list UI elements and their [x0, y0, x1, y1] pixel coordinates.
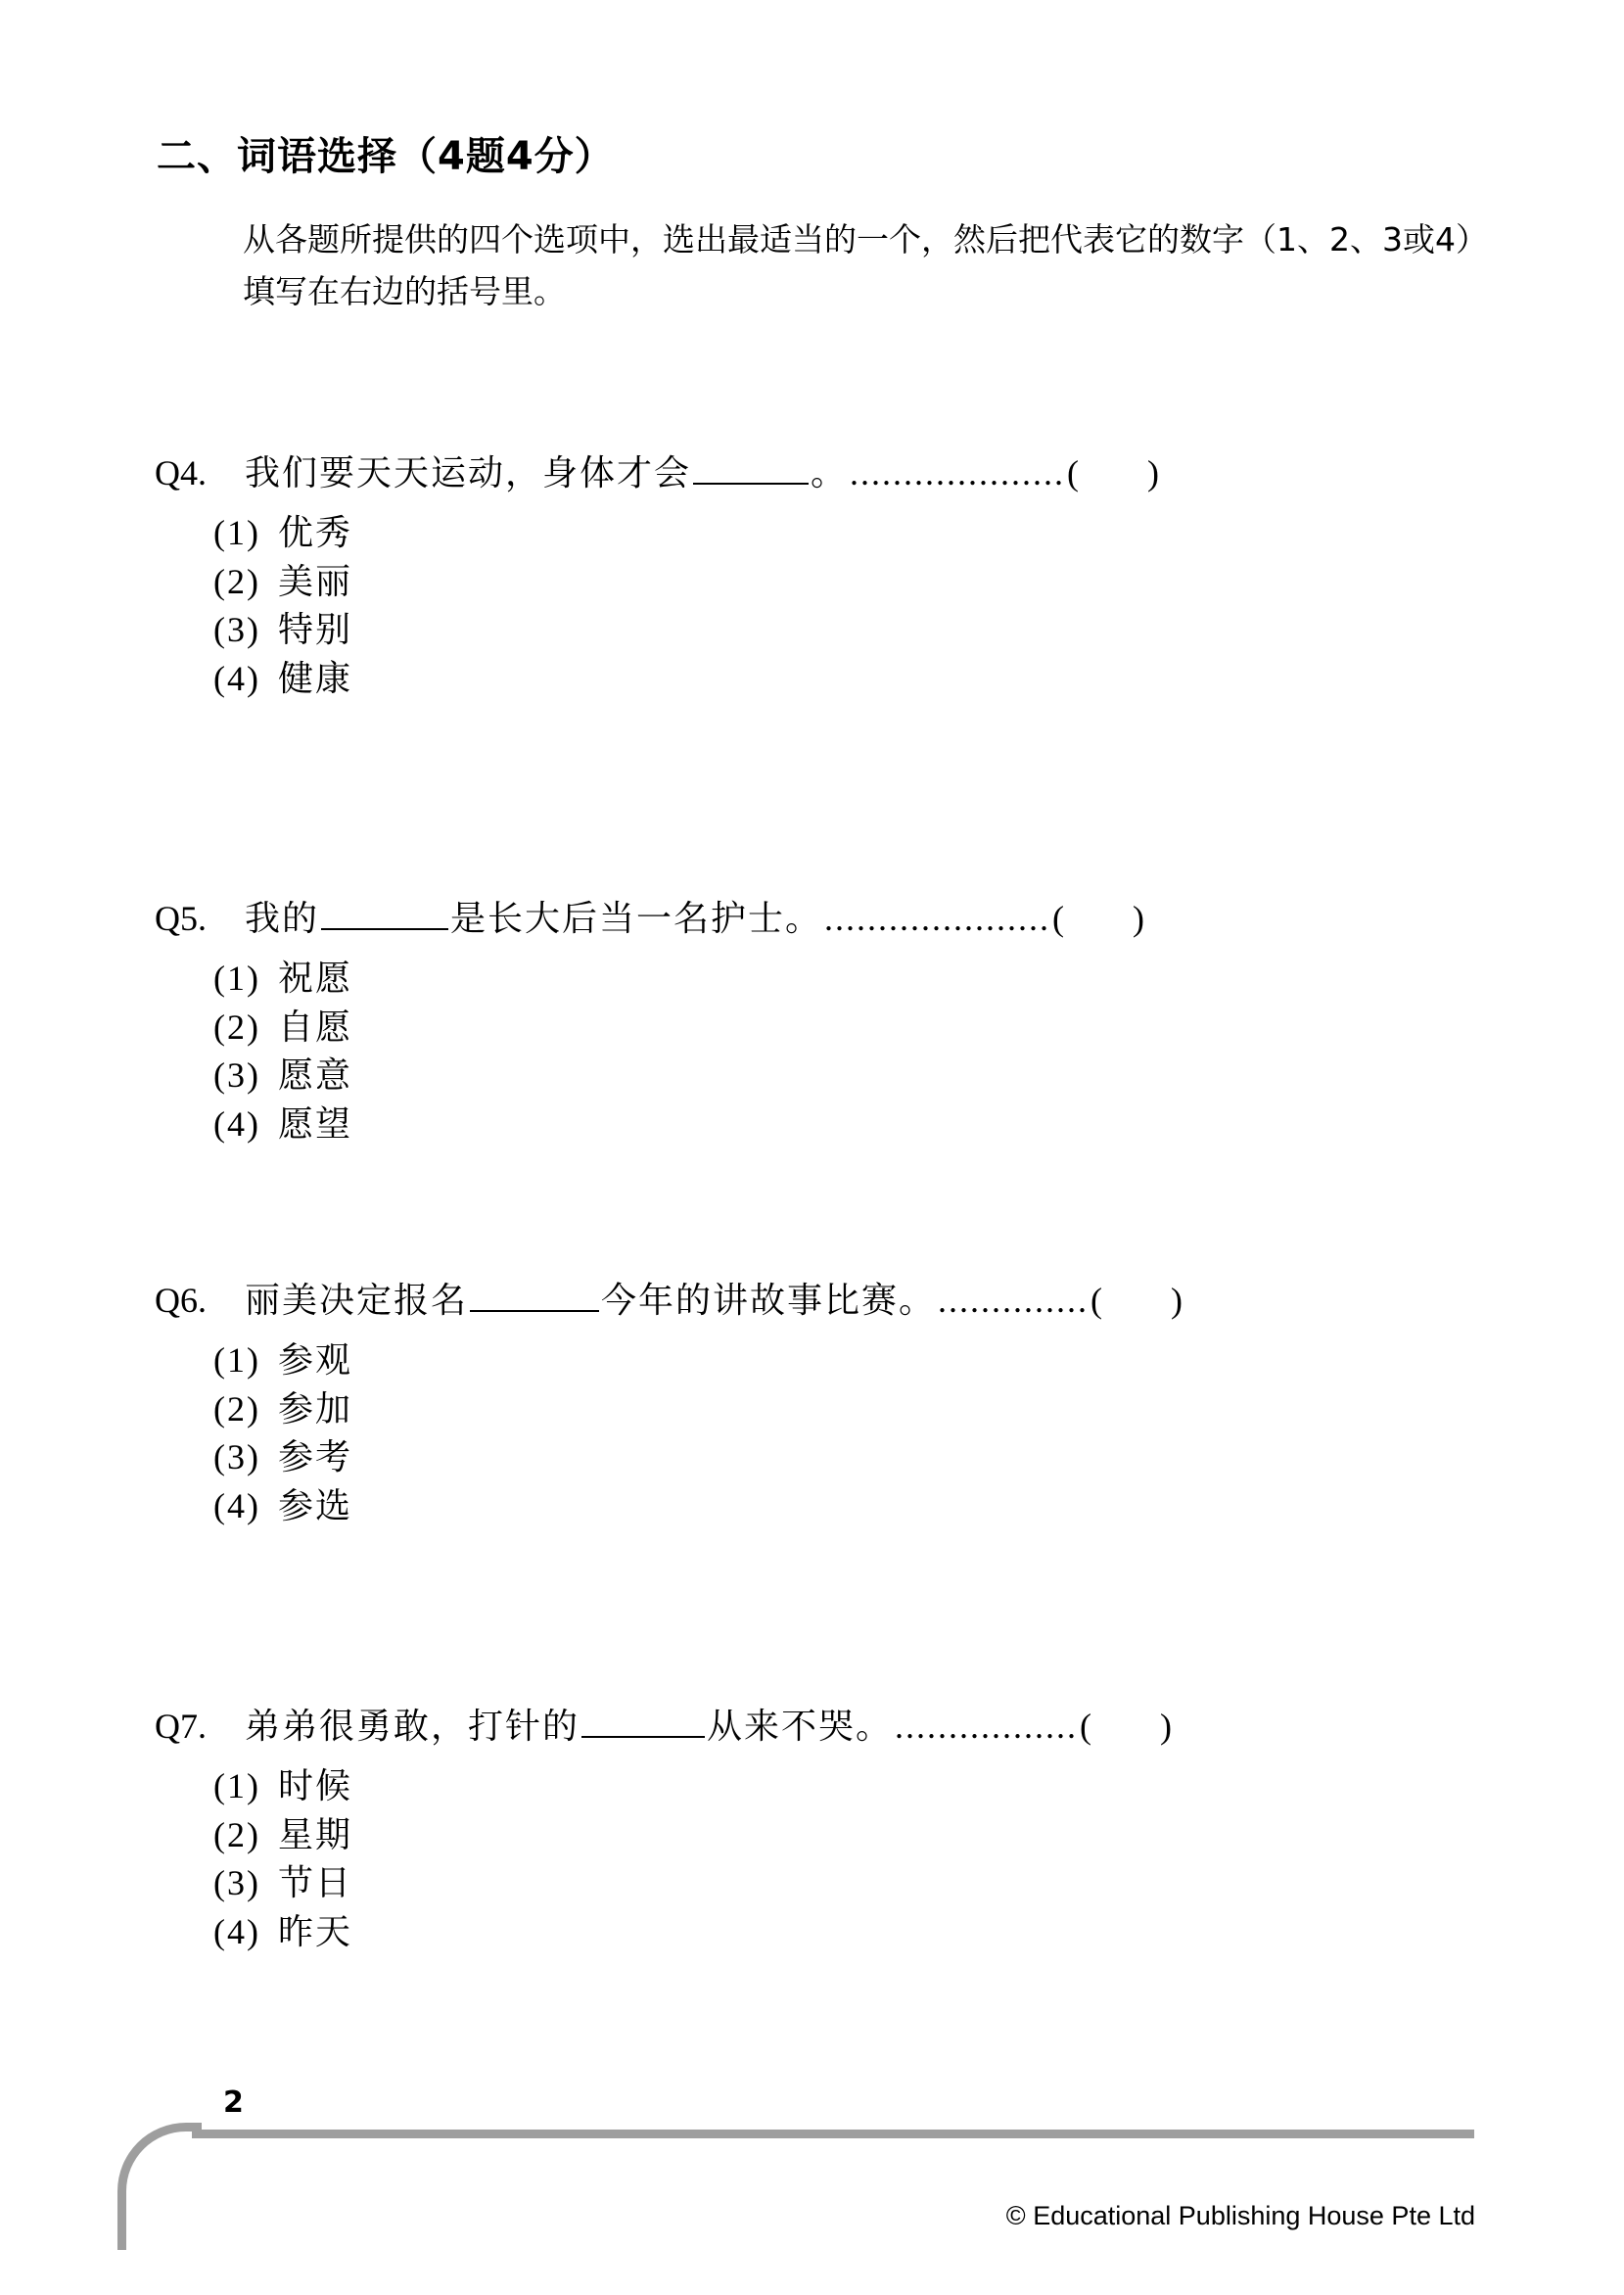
option-text: 愿意: [278, 1055, 353, 1096]
answer-blank[interactable]: [321, 899, 448, 930]
option-text: 特别: [278, 610, 353, 650]
question-block: [155, 1699, 1476, 1957]
option-text: 昨天: [278, 1912, 353, 1952]
option-item[interactable]: [213, 1052, 1476, 1101]
option-item[interactable]: [213, 1004, 1476, 1053]
footer-decoration: [117, 2123, 202, 2250]
option-number: (3): [213, 1055, 260, 1096]
option-text: 参观: [278, 1340, 353, 1380]
option-number: (3): [213, 1437, 260, 1477]
answer-blank[interactable]: [470, 1281, 599, 1312]
page-number: 2: [223, 2085, 244, 2120]
option-text: 祝愿: [278, 959, 353, 998]
option-number: (3): [213, 610, 260, 650]
option-item[interactable]: [213, 655, 1476, 704]
answer-blank[interactable]: [581, 1707, 705, 1738]
option-item[interactable]: [213, 955, 1476, 1004]
option-text: 健康: [278, 659, 353, 699]
option-number: (1): [213, 1340, 260, 1380]
option-item[interactable]: [213, 1482, 1476, 1531]
footer-rule: [192, 2130, 1474, 2138]
option-list: [213, 1336, 1476, 1531]
option-number: (3): [213, 1863, 260, 1903]
option-number: (4): [213, 1104, 260, 1145]
option-item[interactable]: [213, 1385, 1476, 1434]
option-text: 星期: [278, 1814, 353, 1854]
option-number: (1): [213, 513, 260, 552]
question-line: [155, 1699, 1476, 1749]
answer-bracket-open: (: [1090, 1281, 1103, 1320]
question-stem-before: 我们要天天运动，身体才会: [245, 453, 692, 492]
option-text: 优秀: [278, 513, 353, 552]
option-text: 时候: [278, 1766, 353, 1805]
question-stem-after: 。: [811, 453, 849, 492]
question-stem-after: 是长大后当一名护士。: [450, 899, 823, 938]
answer-blank[interactable]: [693, 453, 809, 485]
option-text: 自愿: [278, 1007, 353, 1047]
question-line: [155, 891, 1476, 941]
option-number: (2): [213, 561, 260, 601]
question-stem-before: 我的: [245, 899, 320, 938]
option-item[interactable]: [213, 1811, 1476, 1860]
option-item[interactable]: [213, 509, 1476, 558]
option-item[interactable]: [213, 1859, 1476, 1908]
leader-dots: ....................: [850, 453, 1066, 492]
option-list: [213, 955, 1476, 1149]
leader-dots: .....................: [824, 899, 1051, 938]
option-text: 美丽: [278, 561, 353, 601]
question-stem-before: 丽美决定报名: [245, 1281, 469, 1320]
question-stem-after: 今年的讲故事比赛。: [601, 1281, 937, 1320]
option-text: 参考: [278, 1437, 353, 1477]
option-item[interactable]: [213, 558, 1476, 607]
option-number: (2): [213, 1007, 260, 1047]
option-number: (1): [213, 1766, 260, 1805]
option-list: [213, 1762, 1476, 1957]
option-item[interactable]: [213, 1433, 1476, 1482]
question-stem-after: 从来不哭。: [707, 1707, 894, 1746]
option-number: (4): [213, 659, 260, 699]
option-number: (4): [213, 1912, 260, 1952]
question-line: [155, 1273, 1476, 1323]
leader-dots: ..............: [938, 1281, 1090, 1320]
question-block: [155, 445, 1476, 704]
option-item[interactable]: [213, 1336, 1476, 1385]
leader-dots: .................: [895, 1707, 1079, 1746]
answer-bracket-open: (: [1052, 899, 1065, 938]
option-text: 节日: [278, 1863, 353, 1903]
option-item[interactable]: [213, 1762, 1476, 1811]
section-instructions: 从各题所提供的四个选项中，选出最适当的一个，然后把代表它的数字（1、2、3或4）填写在右边的括号里。: [243, 220, 1488, 311]
answer-bracket-close: ): [1160, 1707, 1173, 1746]
section-heading: 二、词语选择（4题4分）: [157, 134, 615, 179]
answer-bracket-close: ): [1171, 1281, 1183, 1320]
answer-bracket-open: (: [1067, 453, 1080, 492]
option-text: 参加: [278, 1388, 353, 1429]
option-number: (2): [213, 1388, 260, 1429]
question-line: [155, 445, 1476, 495]
option-number: (1): [213, 959, 260, 998]
option-list: [213, 509, 1476, 704]
question-block: [155, 891, 1476, 1149]
option-text: 参选: [278, 1486, 353, 1526]
question-block: [155, 1273, 1476, 1531]
option-item[interactable]: [213, 606, 1476, 655]
question-label: Q7.: [155, 1707, 207, 1746]
option-item[interactable]: [213, 1101, 1476, 1149]
question-label: Q6.: [155, 1281, 207, 1320]
answer-bracket-close: ): [1147, 453, 1160, 492]
option-number: (4): [213, 1486, 260, 1526]
answer-bracket-close: ): [1133, 899, 1145, 938]
question-label: Q4.: [155, 453, 207, 492]
question-stem-before: 弟弟很勇敢，打针的: [245, 1707, 580, 1746]
copyright-notice: © Educational Publishing House Pte Ltd: [1005, 2201, 1475, 2230]
question-label: Q5.: [155, 899, 207, 938]
option-number: (2): [213, 1814, 260, 1854]
answer-bracket-open: (: [1080, 1707, 1092, 1746]
option-item[interactable]: [213, 1908, 1476, 1957]
option-text: 愿望: [278, 1104, 353, 1145]
